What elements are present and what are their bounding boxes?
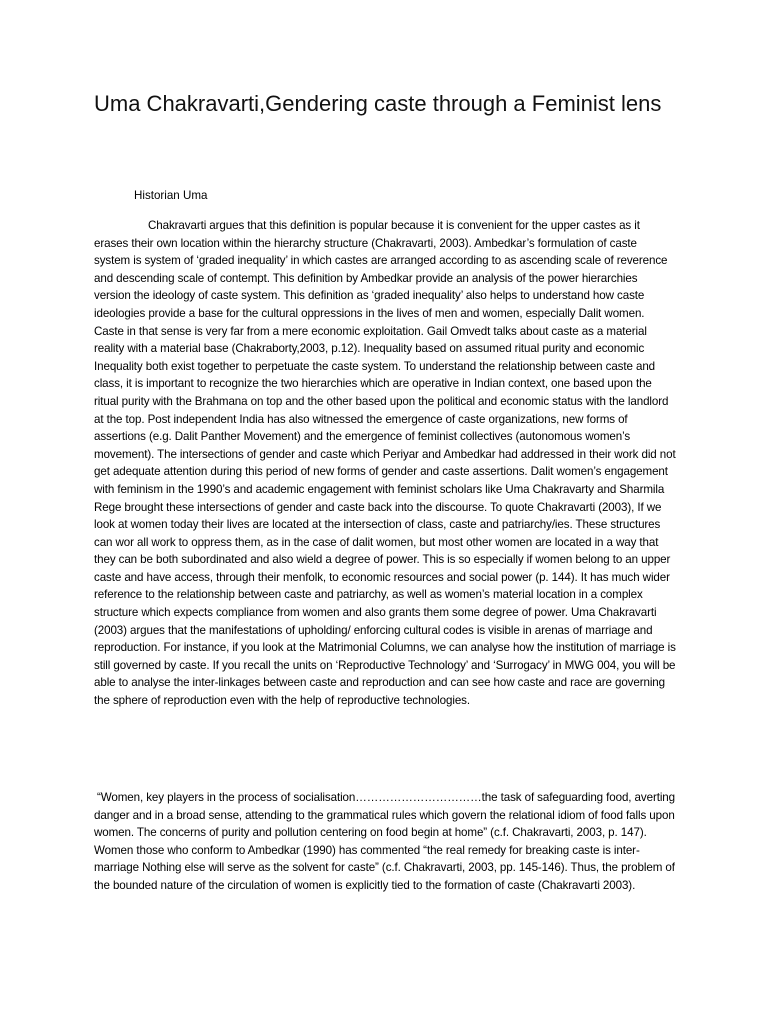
body-paragraph-2: “Women, key players in the process of socialisation……………………………the task of safeguarding food, averting danger and in a broad sense, attending to the grammatical rules which govern the relational idiom of food falls upon women. The concerns of purity and pollution centering on food begin at home” (c.f. Chakravarti, 2003, p. 147). Women those who conform to Ambedkar (1990) has commented “the real remedy for breaking caste is inter-marriage Nothing else will serve as the solvent for caste” (c.f. Chakravarti, 2003, pp. 145-146). Thus, the problem of the bounded nature of the circulation of women is explicitly tied to the formation of caste (Chakravarti 2003).	[94, 791, 675, 892]
document-title: Uma Chakravarti,Gendering caste through a Feminist lens	[94, 91, 662, 116]
document-subheading: Historian Uma	[134, 189, 208, 202]
body-paragraph-1: Chakravarti argues that this definition is popular because it is convenient for the upper castes as it erases their own location within the hierarchy structure (Chakravarti, 2003). Ambedkar’s formulation of caste system is system of ‘graded inequality’ in which castes are arranged according to as ascending scale of reverence and descending scale of contempt. This definition by Ambedkar provide an analysis of the power hierarchies version the ideology of caste system. This definition as ‘graded inequality’ also helps to understand how caste ideologies provide a base for the cultural oppressions in the lives of men and women, especially Dalit women. Caste in that sense is very far from a mere economic exploitation. Gail Omvedt talks about caste as a material reality with a material base (Chakraborty,2003, p.12). Inequality based on assumed ritual purity and economic Inequality both exist together to perpetuate the caste system. To understand the relationship between caste and class, it is important to recognize the two hierarchies which are operative in Indian context, one based upon the ritual purity with the Brahmana on top and the other based upon the political and economic status with the landlord at the top. Post independent India has also witnessed the emergence of caste organizations, new forms of assertions (e.g. Dalit Panther Movement) and the emergence of feminist collectives (autonomous women’s movement). The intersections of gender and caste which Periyar and Ambedkar had addressed in their work did not get adequate attention during this period of new forms of gender and caste assertions. Dalit women’s engagement with feminism in the 1990’s and academic engagement with feminist scholars like Uma Chakravarty and Sharmila Rege brought these intersections of gender and caste back into the discourse. To quote Chakravarti (2003), If we look at women today their lives are located at the intersection of class, caste and patriarchy/ies. These structures can wor all work to oppress them, as in the case of dalit women, but most other women are located in a way that they can be both subordinated and also wield a degree of power. This is so especially if women belong to an upper caste and have access, through their menfolk, to economic resources and social power (p. 144). It has much wider reference to the relationship between caste and patriarchy, as well as women’s material location in a complex structure which expects compliance from women and also grants them some degree of power. Uma Chakravarti (2003) argues that the manifestations of upholding/ enforcing cultural codes is visible in arenas of marriage and reproduction. For instance, if you look at the Matrimonial Columns, we can analyse how the institution of marriage is still governed by caste. If you recall the units on ‘Reproductive Technology’ and ‘Surrogacy’ in MWG 004, you will be able to analyse the inter-linkages between caste and reproduction and can see how caste and race are governing the sphere of reproduction even with the help of reproductive technologies.	[94, 219, 676, 708]
